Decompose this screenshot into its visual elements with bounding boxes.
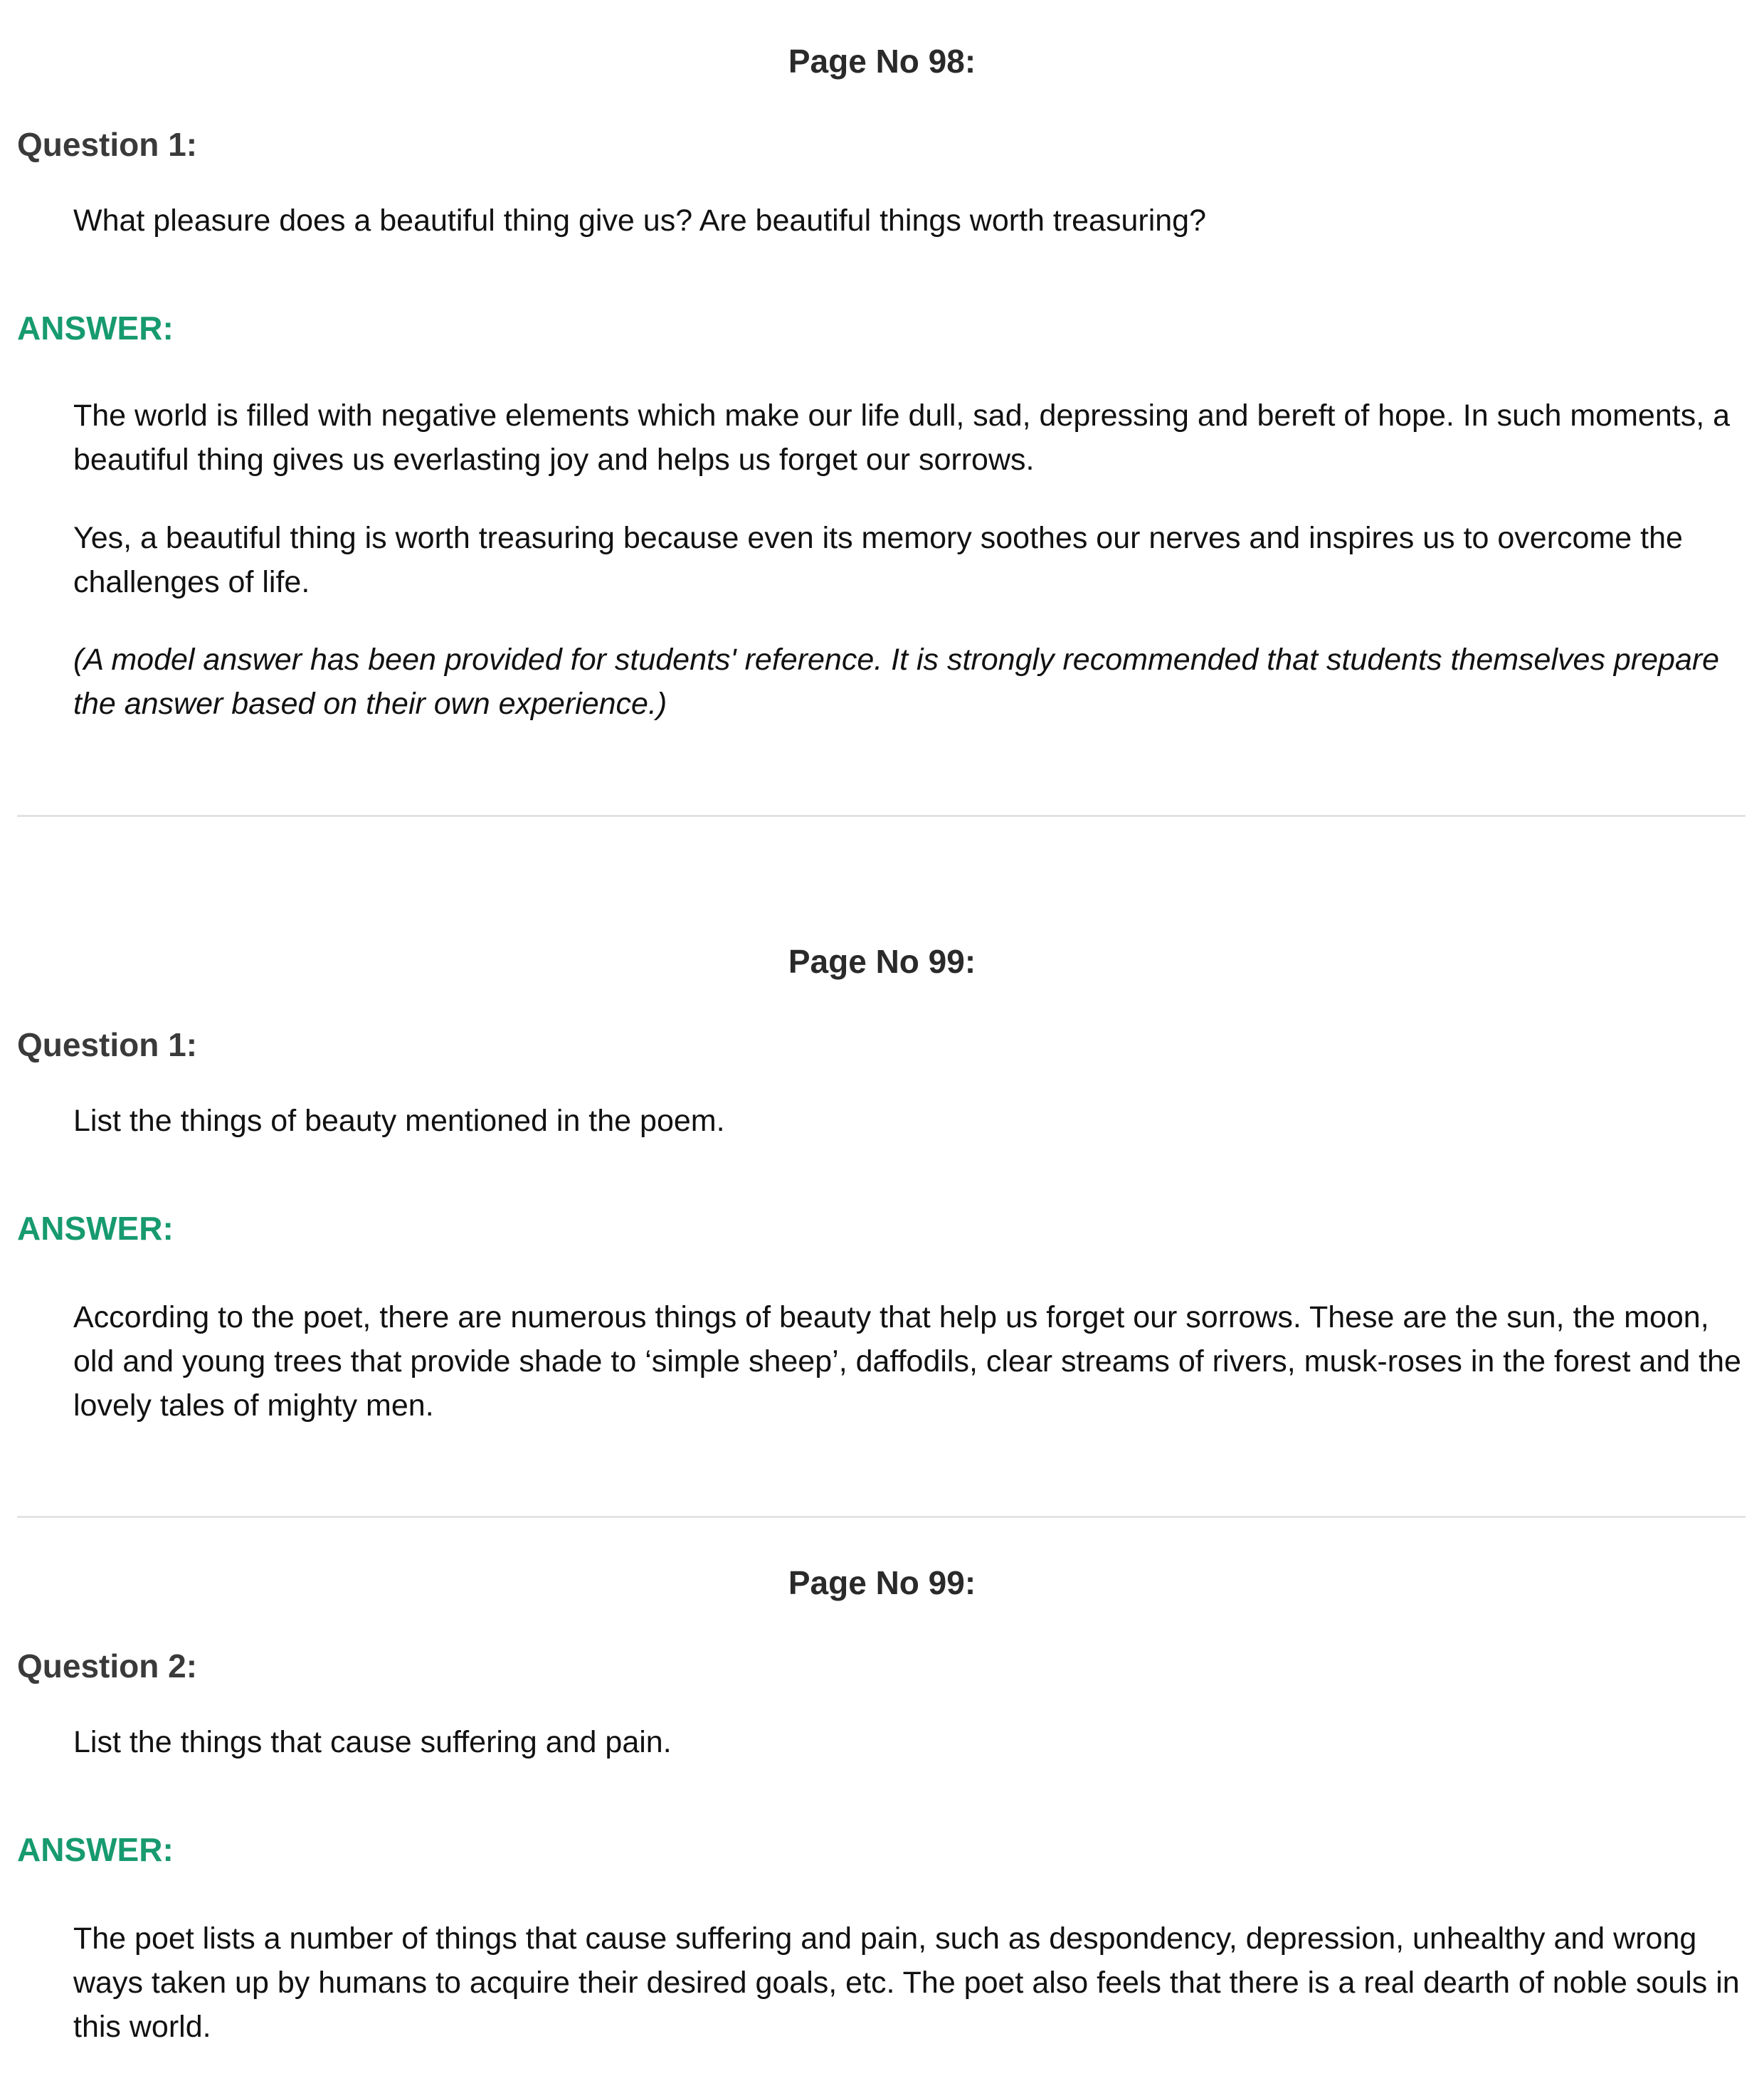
question-text: List the things of beauty mentioned in the poem. bbox=[73, 1104, 725, 1138]
question-text: What pleasure does a beautiful thing give us? Are beautiful things worth treasuring? bbox=[73, 204, 1206, 238]
question-label: Question 1: bbox=[17, 126, 198, 163]
answer-paragraph: According to the poet, there are numerous things of beauty that help us forget our sorrows. These are the sun, the moon, old and young trees that provide shade to ‘simple sheep’, daffodils, clear streams of rivers, musk-roses in the forest and the lovely tales of mighty men. bbox=[73, 1300, 1741, 1423]
answer-note: (A model answer has been provided for students' reference. It is strongly recommended that students themselves prepare the answer based on their own experience.) bbox=[73, 643, 1720, 721]
page-number-heading: Page No 98: bbox=[788, 43, 976, 80]
question-label: Question 2: bbox=[17, 1647, 198, 1685]
answer-paragraph: The poet lists a number of things that cause suffering and pain, such as despondency, depression, unhealthy and wrong ways taken up by humans to acquire their desired goals, etc. The poet also feels that there is a real dearth of noble souls in this world. bbox=[73, 1921, 1740, 2044]
question-label: Question 1: bbox=[17, 1026, 198, 1063]
answer-label: ANSWER: bbox=[17, 1831, 174, 1868]
page-number-heading: Page No 99: bbox=[788, 943, 976, 980]
answer-paragraph: The world is filled with negative elements which make our life dull, sad, depressing and bereft of hope. In such moments, a beautiful thing gives us everlasting joy and helps us forget our sorrows. bbox=[73, 399, 1731, 477]
answer-label: ANSWER: bbox=[17, 310, 174, 347]
page-number-heading: Page No 99: bbox=[788, 1564, 976, 1601]
answer-paragraph: Yes, a beautiful thing is worth treasuring because even its memory soothes our nerves and inspires us to overcome the challenges of life. bbox=[73, 521, 1683, 599]
answer-label: ANSWER: bbox=[17, 1210, 174, 1247]
section-divider bbox=[17, 1516, 1745, 1518]
section-divider bbox=[17, 815, 1745, 817]
question-text: List the things that cause suffering and pain. bbox=[73, 1725, 672, 1759]
